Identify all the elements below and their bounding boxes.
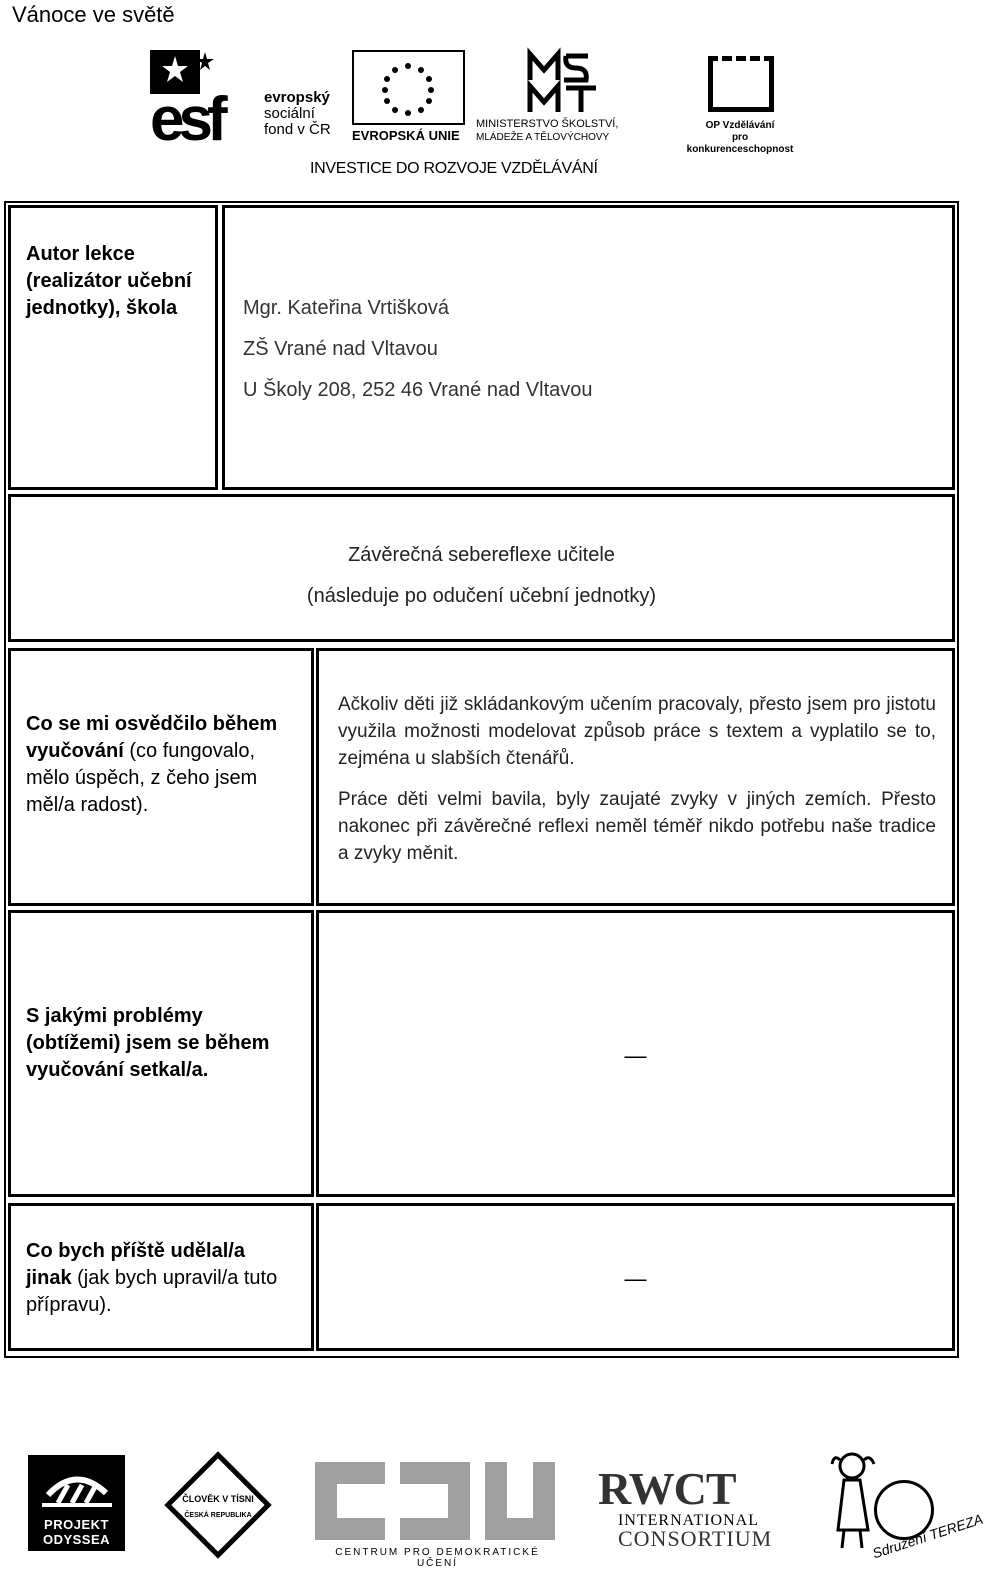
svg-text:esf: esf: [150, 85, 222, 154]
odyssea-line2: ODYSSEA: [42, 1532, 111, 1547]
projekt-odyssea-logo: [28, 1455, 125, 1551]
investice-tagline: INVESTICE DO ROZVOJE VZDĚLÁVÁNÍ: [310, 160, 598, 177]
document-title: Vánoce ve světě: [12, 2, 175, 27]
esf-logo: [150, 50, 350, 154]
eu-flag-icon: [352, 50, 465, 125]
next-time-label-cell: [8, 1203, 314, 1351]
worked-label-cell: [8, 648, 314, 906]
op-vzdelavani-logo: [678, 50, 808, 155]
rwct-consortium: CONSORTIUM: [618, 1526, 773, 1551]
esf-emblem-icon: [150, 50, 260, 154]
author-label-cell: [8, 205, 218, 490]
ship-icon: [28, 1455, 125, 1515]
worked-paragraph-1: Ačkoliv děti již skládankovým učením pracovaly, přesto jsem pro jistotu využila možnosti modelovat způsob práce s textem a vyplatilo se to, zejména u slabších čtenářů.: [338, 694, 936, 769]
reflection-subtitle: (následuje po odučení učební jednotky): [306, 585, 657, 607]
author-school: ZŠ Vrané nad Vltavou: [243, 338, 438, 360]
reflection-header-cell: [8, 494, 955, 642]
cdu-caption: CENTRUM PRO DEMOKRATICKÉ UČENÍ: [335, 1547, 540, 1569]
next-time-label-bold: Co bych příště udělal/a jinak: [26, 1240, 245, 1289]
worked-value-cell: [316, 648, 955, 906]
worked-label-bold: Co se mi osvědčilo během vyučování: [26, 713, 278, 762]
msmt-emblem-icon: [526, 50, 616, 114]
worked-label-normal: (co fungovalo, mělo úspěch, z čeho jsem měl/a radost).: [26, 740, 258, 816]
clovek-sub: ČESKÁ REPUBLIKA: [184, 1512, 252, 1519]
op-text: OP Vzdělávání pro konkurenceschopnost: [686, 120, 794, 155]
problems-value-cell: [316, 910, 955, 1197]
reflection-title: Závěrečná sebereflexe učitele: [348, 544, 615, 566]
eu-logo: [352, 50, 469, 145]
next-time-value: —: [624, 1266, 647, 1291]
rwct-international: INTERNATIONAL: [618, 1512, 759, 1529]
clovek-v-tisni-logo: [163, 1450, 273, 1560]
msmt-text: MINISTERSTVO ŠKOLSTVÍ, MLÁDEŽE A TĚLOVÝCHOVY: [476, 118, 619, 143]
rwct-logo: [598, 1462, 788, 1552]
rwct-title: RWCT: [598, 1463, 736, 1514]
esf-text: evropský sociální fond v ČR: [264, 89, 331, 138]
next-time-label-normal: (jak bych upravil/a tuto přípravu).: [26, 1267, 278, 1316]
problems-value: —: [624, 1043, 647, 1068]
tereza-text: Sdružení TEREZA: [870, 1510, 985, 1562]
author-value-cell: [222, 205, 955, 490]
odyssea-line1: PROJEKT: [44, 1517, 109, 1532]
worked-paragraph-2: Práce děti velmi bavila, byly zaujaté zvyky v jiných zemích. Přesto nakonec při závěrečné reflexi neměl téměř nikdo potřebu naše tradice a zvyky měnit.: [338, 789, 936, 864]
next-time-value-cell: [316, 1203, 955, 1351]
cdu-logo: [315, 1462, 560, 1569]
eu-label: EVROPSKÁ UNIE: [352, 128, 460, 143]
author-label: Autor lekce (realizátor učební jednotky), škola: [26, 243, 192, 319]
op-emblem-icon: [708, 56, 774, 112]
girl-figure-icon: [830, 1450, 880, 1550]
author-name: Mgr. Kateřina Vrtišková: [243, 297, 450, 319]
tereza-logo: [830, 1450, 985, 1562]
msmt-logo: [476, 50, 676, 145]
problems-label-cell: [8, 910, 314, 1197]
clovek-name: ČLOVĚK V TÍSNI: [182, 1494, 254, 1504]
author-address: U Školy 208, 252 46 Vrané nad Vltavou: [243, 379, 593, 401]
problems-label: S jakými problémy (obtížemi) jsem se během vyučování setkal/a.: [26, 1005, 270, 1081]
